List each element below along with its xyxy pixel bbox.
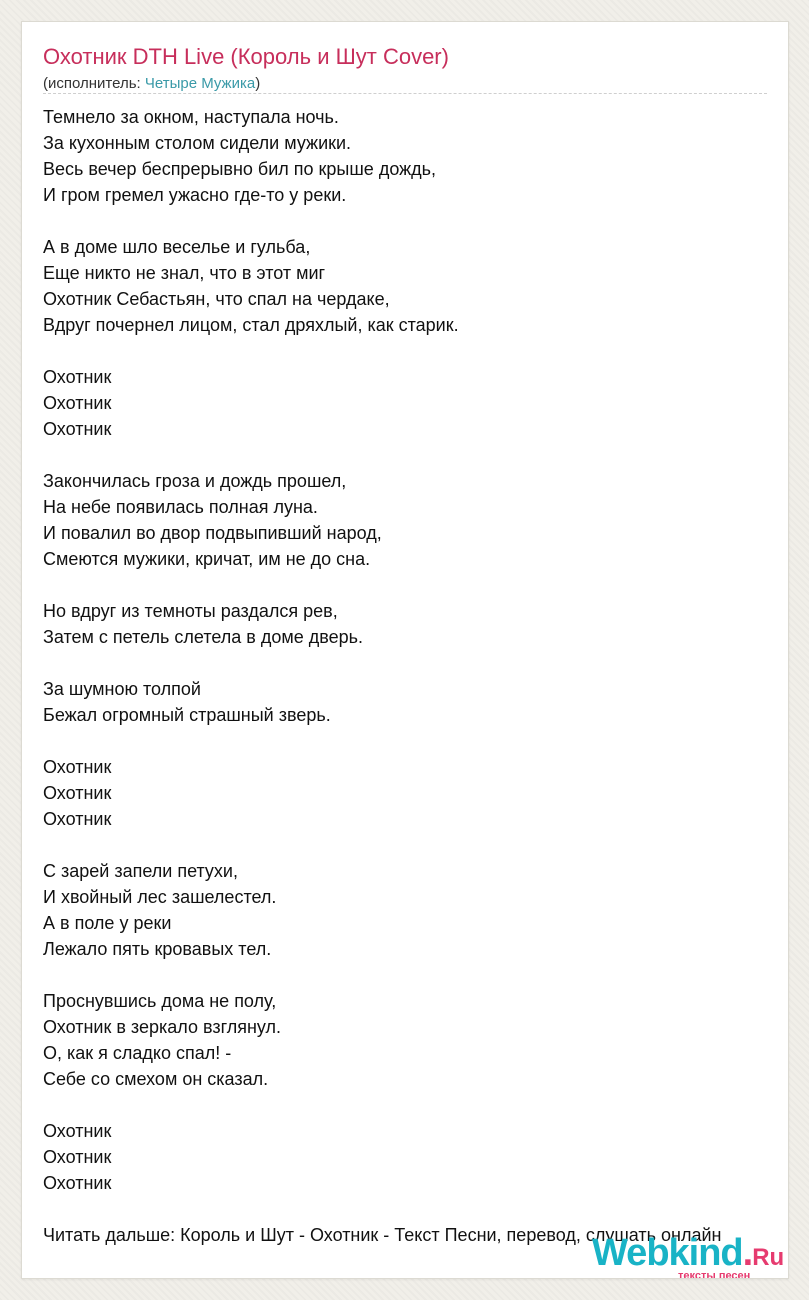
- lyrics-line: Вдруг почернел лицом, стал дряхлый, как старик.: [43, 315, 459, 335]
- lyrics-line: Охотник: [43, 809, 112, 829]
- lyrics-stanza: [43, 676, 459, 728]
- artist-link[interactable]: Четыре Мужика: [144, 75, 256, 92]
- lyrics-card: [21, 21, 789, 1279]
- lyrics-line: Весь вечер беспрерывно бил по крыше дождь,: [43, 159, 437, 179]
- lyrics-line: Бежал огромный страшный зверь.: [43, 705, 331, 725]
- lyrics-stanza: [43, 988, 459, 1092]
- lyrics-line: Охотник: [43, 367, 112, 387]
- lyrics-line: Но вдруг из темноты раздался рев,: [43, 601, 338, 621]
- webkind-logo[interactable]: [592, 1233, 788, 1279]
- title-divider: [43, 93, 767, 94]
- lyrics-line: За кухонным столом сидели мужики.: [43, 133, 352, 153]
- lyrics-line: О, как я сладко спал! -: [43, 1043, 232, 1063]
- lyrics-line: Охотник: [43, 419, 112, 439]
- lyrics-line: И повалил во двор подвыпивший народ,: [43, 523, 382, 543]
- lyrics-line: Охотник Себастьян, что спал на чердаке,: [43, 289, 390, 309]
- lyrics-line: Охотник: [43, 783, 112, 803]
- lyrics-line: За шумною толпой: [43, 679, 201, 699]
- lyrics-line: И хвойный лес зашелестел.: [43, 887, 277, 907]
- logo-name: Webkind: [592, 1232, 743, 1274]
- read-more-text: Читать дальше: Король и Шут - Охотник - Текст Песни, перевод, слушать онлайн: [43, 1225, 722, 1245]
- lyrics-line: Охотник: [43, 1147, 112, 1167]
- lyrics-line: И гром гремел ужасно где-то у реки.: [43, 185, 347, 205]
- logo-dot: .: [742, 1232, 753, 1274]
- lyrics-line: Охотник: [43, 1121, 112, 1141]
- lyrics-line: С зарей запели петухи,: [43, 861, 238, 881]
- lyrics-line: Лежало пять кровавых тел.: [43, 939, 272, 959]
- lyrics-text: [43, 104, 459, 1222]
- lyrics-stanza: [43, 364, 459, 442]
- logo-tagline: тексты песен: [678, 1270, 751, 1279]
- lyrics-line: Охотник: [43, 1173, 112, 1193]
- lyrics-line: Проснувшись дома не полу,: [43, 991, 277, 1011]
- lyrics-stanza: [43, 104, 459, 208]
- lyrics-line: Затем с петель слетела в доме дверь.: [43, 627, 364, 647]
- lyrics-line: А в поле у реки: [43, 913, 172, 933]
- song-title: Охотник DTH Live (Король и Шут Cover): [43, 44, 449, 69]
- lyrics-stanza: [43, 754, 459, 832]
- artist-line: [43, 74, 260, 94]
- lyrics-line: На небе появилась полная луна.: [43, 497, 318, 517]
- artist-suffix: ): [255, 75, 261, 92]
- lyrics-line: Охотник: [43, 757, 112, 777]
- lyrics-stanza: [43, 234, 459, 338]
- artist-prefix: (исполнитель:: [43, 75, 145, 92]
- lyrics-line: Охотник в зеркало взглянул.: [43, 1017, 282, 1037]
- lyrics-line: Еще никто не знал, что в этот миг: [43, 263, 326, 283]
- lyrics-line: А в доме шло веселье и гульба,: [43, 237, 311, 257]
- lyrics-stanza: [43, 1118, 459, 1196]
- lyrics-stanza: [43, 468, 459, 572]
- logo-tld: Ru: [752, 1244, 785, 1271]
- lyrics-line: Закончилась гроза и дождь прошел,: [43, 471, 347, 491]
- lyrics-line: Темнело за окном, наступала ночь.: [43, 107, 339, 127]
- lyrics-line: Смеются мужики, кричат, им не до сна.: [43, 549, 371, 569]
- lyrics-line: Себе со смехом он сказал.: [43, 1069, 269, 1089]
- lyrics-stanza: [43, 598, 459, 650]
- lyrics-line: Охотник: [43, 393, 112, 413]
- lyrics-stanza: [43, 858, 459, 962]
